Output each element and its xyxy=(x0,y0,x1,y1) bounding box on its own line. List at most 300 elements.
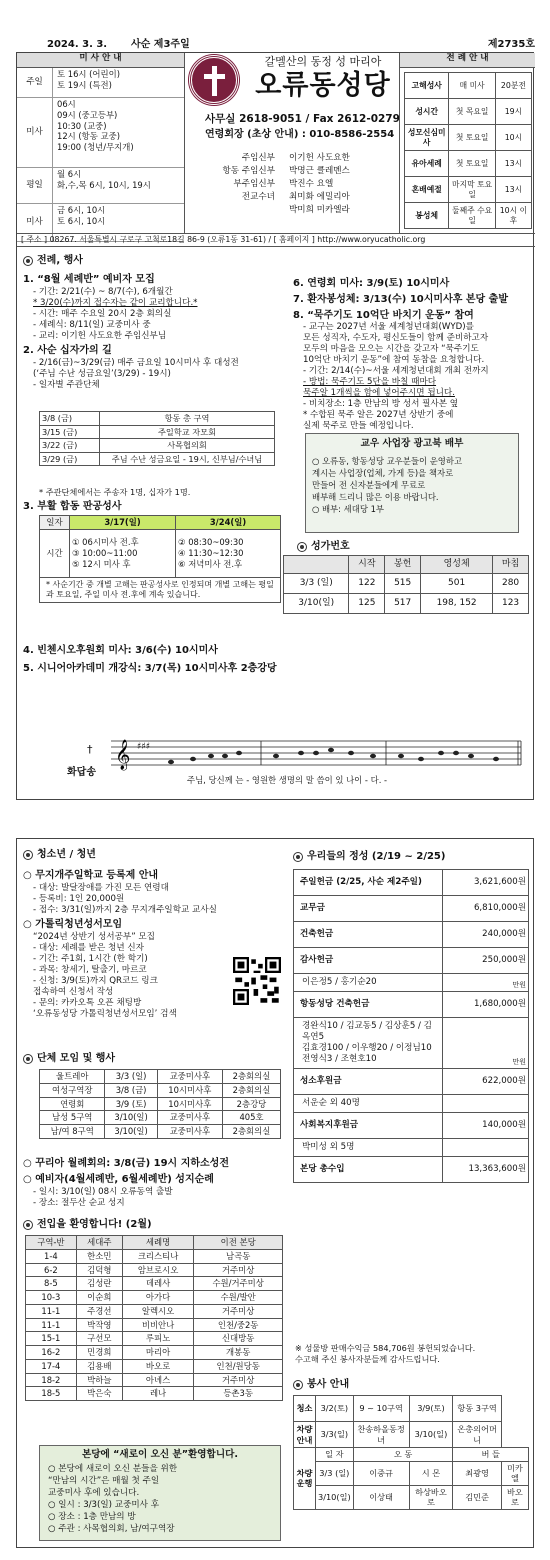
hymn-head-cell: 영성체 xyxy=(421,556,493,574)
welcome-cell: 민경희 xyxy=(76,1346,122,1360)
offering-note xyxy=(295,1343,531,1364)
list-line: - 교구는 2027년 서울 세계청년대회(WYD)를 xyxy=(303,322,474,333)
station-cell: 주일학교 자모회 xyxy=(100,425,275,439)
staff-role: 항동 주임신부 xyxy=(222,166,275,176)
sacrament-row xyxy=(405,73,532,99)
group-cell: 2층회의실 xyxy=(222,1083,280,1097)
offering-amount xyxy=(443,1095,529,1113)
group-row xyxy=(40,1097,281,1111)
svg-text:♯♯♯: ♯♯♯ xyxy=(137,742,151,752)
newcomer-box xyxy=(39,1445,281,1541)
offering-amount: 240,000원 xyxy=(443,922,529,948)
group-row xyxy=(40,1070,281,1084)
welcome-cell: 주경선 xyxy=(76,1304,122,1318)
ad-book-line: 배부해 드리니 많은 이용 바랍니다. xyxy=(312,492,439,503)
sacrament-row xyxy=(405,203,532,229)
mass-row-label: 미사 xyxy=(17,98,53,167)
welcome-cell: 8-5 xyxy=(26,1277,77,1291)
hymn-cell: 125 xyxy=(349,594,385,614)
station-cell: 3/22 (금) xyxy=(40,439,100,453)
welcome-cell: 11-1 xyxy=(26,1318,77,1332)
psalm-lyrics: 주님, 당신께 는 - 영원한 생명의 말 씀이 있 나이 - 다. - xyxy=(187,775,388,785)
station-row xyxy=(40,452,275,466)
welcome-cell: 아가다 xyxy=(122,1291,193,1305)
ad-book-line: ○ 오류동, 항동성당 교우분들이 운영하고 xyxy=(312,456,463,467)
mass-time: 19:00 (청년/무지개) xyxy=(57,142,134,152)
hymn-table xyxy=(283,555,529,614)
confession-time-label: 시간 xyxy=(40,529,70,577)
welcome-cell: 한소민 xyxy=(76,1249,122,1263)
welcome-cell: 알렉시오 xyxy=(122,1304,193,1318)
drive-cell: 3/10(일) xyxy=(316,1485,354,1509)
group-row xyxy=(40,1111,281,1125)
address-text: 08267. 서울특별시 구로구 고척로18길 86-9 (오류1동 31-61) / [ 홈페이지 ] http://www.oryucatholic.org xyxy=(49,235,426,244)
offering-amount: 3,621,600원 xyxy=(443,870,529,896)
welcome-cell: 루피노 xyxy=(122,1332,193,1346)
issue-number: 제2735호 xyxy=(487,39,535,50)
confession-table xyxy=(39,515,281,635)
offering-label-line: 경완식10 / 김교동5 / 김상훈5 / 김옥연5 xyxy=(302,1021,432,1042)
bullet-icon xyxy=(293,852,303,862)
mass-row-times xyxy=(53,168,155,203)
issue-week: 사순 제3주일 xyxy=(131,39,190,50)
confession-slot: ③ 10:00~11:00 xyxy=(72,547,138,558)
list-line: 접속하여 신청서 작성 xyxy=(33,986,114,997)
offering-amount: 만원 xyxy=(443,974,529,992)
confession-slots-a xyxy=(70,529,176,577)
service-guide-row-cell: 찬송하올동정녀 xyxy=(353,1422,409,1448)
welcome-head-cell: 세례명 xyxy=(122,1236,193,1250)
service-clean-row-cell: 청소 xyxy=(294,1396,316,1422)
offering-row xyxy=(294,896,529,922)
youth-header xyxy=(23,849,96,862)
mass-schedule xyxy=(17,53,185,233)
confession-slot: ⑤ 12시 미사 후 xyxy=(72,558,131,569)
welcome-title: 전입을 환영합니다! (2월) xyxy=(37,1219,152,1230)
offering-title: 우리들의 정성 (2/19 ~ 2/25) xyxy=(307,851,446,862)
mass-row xyxy=(17,68,184,98)
drive-cell: 하상바오로 xyxy=(409,1485,453,1509)
sacrament-cell: 봉성체 xyxy=(405,203,449,229)
welcome-row xyxy=(26,1304,283,1318)
staff-row xyxy=(201,166,401,179)
address-bar xyxy=(17,233,535,247)
hymn-cell: 123 xyxy=(493,594,529,614)
retreat-list xyxy=(23,1155,281,1209)
offering-label xyxy=(294,948,443,974)
groups-table xyxy=(39,1069,281,1139)
welcome-row xyxy=(26,1387,283,1401)
welcome-head-row xyxy=(26,1236,283,1250)
service-guide-row xyxy=(294,1422,529,1448)
station-cell: 사목협의회 xyxy=(100,439,275,453)
service-table xyxy=(293,1395,529,1510)
welcome-head-cell: 구역-반 xyxy=(26,1236,77,1250)
bullet-icon xyxy=(297,542,307,552)
newcomer-line: ○ 일시 : 3/3(일) 교중미사 후 xyxy=(48,1500,160,1511)
welcome-cell: 인천/원당동 xyxy=(194,1359,283,1373)
list-line: - 방법: 묵주기도 5단을 바칠 때마다 xyxy=(303,377,437,388)
offering-amount: 1,680,000원 xyxy=(443,992,529,1018)
mass-time: 화,수,목 6시, 10시, 19시 xyxy=(57,179,151,190)
drive-head-cell: 오 동 xyxy=(353,1448,453,1462)
list-heading: ○ 예비자(4월세례반, 6월세례반) 성지순례 xyxy=(23,1173,214,1185)
bullet-icon xyxy=(23,850,33,860)
mass-title: 미 사 안 내 xyxy=(17,53,184,68)
confession-slot: ④ 11:30~12:30 xyxy=(178,547,244,558)
ad-book-line: 만들어 전 신자분들에게 무료로 xyxy=(312,480,426,491)
sacrament-cell: 고해성사 xyxy=(405,73,449,99)
bulletin-page-2 xyxy=(16,838,534,1548)
group-cell: 10시미사후 xyxy=(157,1097,222,1111)
service-guide-row-cell: 온총의어머니 xyxy=(453,1422,501,1448)
offering-label-line: 본당 총수입 xyxy=(300,1164,345,1174)
ad-book-box xyxy=(305,433,519,533)
offering-amount: 622,000원 xyxy=(443,1069,529,1095)
group-cell: 여성구역장 xyxy=(40,1083,105,1097)
welcome-cell: 거주미상 xyxy=(194,1263,283,1277)
welcome-cell: 박하늘 xyxy=(76,1373,122,1387)
confession-date-1: 3/17(일) xyxy=(70,516,176,530)
sacrament-cell: 혼배예절 xyxy=(405,177,449,203)
list-line: - 기간: 2/21(수) ~ 8/7(수), 6개월간 xyxy=(33,286,173,297)
drive-cell: 3/3 (일) xyxy=(316,1461,354,1485)
offering-row xyxy=(294,870,529,896)
welcome-row xyxy=(26,1249,283,1263)
offering-row xyxy=(294,948,529,974)
ad-book-line: ○ 배부: 세대당 1부 xyxy=(312,503,384,514)
welcome-cell: 17-4 xyxy=(26,1359,77,1373)
welcome-cell: 레나 xyxy=(122,1387,193,1401)
group-cell: 남/여 8구역 xyxy=(40,1125,105,1139)
group-cell: 연령회 xyxy=(40,1097,105,1111)
offering-label-line: 이은정5 / 홍기순20 xyxy=(302,977,377,987)
welcome-cell: 박작영 xyxy=(76,1318,122,1332)
ad-book-title: 교우 사업장 광고북 배부 xyxy=(360,438,464,449)
list-line: * 3/20(수)까지 접수자는 같이 교리합니다.* xyxy=(33,297,198,308)
offering-row xyxy=(294,992,529,1018)
welcome-head-cell: 이전 본당 xyxy=(194,1236,283,1250)
welcome-cell: 등촌3동 xyxy=(194,1387,283,1401)
welcome-row xyxy=(26,1263,283,1277)
offering-amount xyxy=(443,1139,529,1157)
drive-cell: 바오로 xyxy=(501,1485,528,1509)
staff-row xyxy=(201,205,401,218)
liturgy-right xyxy=(293,275,531,432)
ad-book-line: 계시는 사업장(업체, 가게 등)을 책자로 xyxy=(312,468,454,479)
welcome-row xyxy=(26,1291,283,1305)
sacrament-cell: 13시 xyxy=(495,177,531,203)
sacrament-cell: 마지막 토요일 xyxy=(449,177,495,203)
mass-time: 금 6시, 10시 xyxy=(57,205,106,215)
offering-amount: 만원 xyxy=(443,1018,529,1069)
welcome-cell: 개봉동 xyxy=(194,1346,283,1360)
station-row xyxy=(40,439,275,453)
list-line: * 수합된 묵주 알은 2027년 상반기 중에 xyxy=(303,410,454,421)
list-line: - 장소: 절두산 순교 성지 xyxy=(33,1197,125,1208)
welcome-cell: 18-5 xyxy=(26,1387,77,1401)
list-line: - 대상: 세례를 받은 청년 신자 xyxy=(33,942,144,953)
group-cell: 2층회의실 xyxy=(222,1070,280,1084)
liturgy-title: 전례, 행사 xyxy=(37,255,83,266)
list-line: - 교리: 이기헌 사도요한 주임신부님 xyxy=(33,330,167,341)
hymn-head-cell: 봉헌 xyxy=(385,556,421,574)
sacrament-cell: 20분전 xyxy=(495,73,531,99)
sacrament-cell: 둘째주 수요일 xyxy=(449,203,495,229)
hymn-cell: 198, 152 xyxy=(421,594,493,614)
offering-label xyxy=(294,992,443,1018)
address-label: [ 주소 ] xyxy=(21,235,48,244)
group-cell: 405호 xyxy=(222,1111,280,1125)
mass-time: 10:30 (교중) xyxy=(57,120,107,131)
list-heading: ○ 가톨릭청년성서모임 xyxy=(23,918,123,930)
station-cell: 항동 총 구역 xyxy=(100,412,275,426)
welcome-head-cell: 세대주 xyxy=(76,1236,122,1250)
station-cell: 3/8 (금) xyxy=(40,412,100,426)
groups-title: 단체 모임 및 행사 xyxy=(37,1053,116,1064)
welcome-cell: 이순희 xyxy=(76,1291,122,1305)
staff-name: 박미희 미카엘라 xyxy=(289,205,350,215)
offering-amount: 140,000원 xyxy=(443,1113,529,1139)
list-line: - 대상: 발달장애를 가진 모든 연령대 xyxy=(33,882,169,893)
church-logo xyxy=(189,55,239,105)
confession-slots-b xyxy=(176,529,281,577)
staff-name: 최미화 에밀리아 xyxy=(289,192,350,202)
church-subtitle: 갈멜산의 동정 성 마리아 xyxy=(264,55,382,68)
item-4: 4. 빈첸시오후원회 미사: 3/6(수) 10시미사 xyxy=(23,645,218,656)
offering-row xyxy=(294,1113,529,1139)
list-line: “2024년 상반기 성서공부” 모집 xyxy=(33,931,155,942)
offering-label xyxy=(294,974,443,992)
welcome-cell: 김성란 xyxy=(76,1277,122,1291)
group-cell: 3/10(일) xyxy=(105,1125,157,1139)
drive-label: 차량운행 xyxy=(294,1448,316,1510)
list-line: - 2/16(금)~3/29(금) 매주 금요일 10시미사 후 대성전 xyxy=(33,357,239,368)
hymn-head-cell xyxy=(284,556,349,574)
welcome-cell: 아녜스 xyxy=(122,1373,193,1387)
bullet-icon xyxy=(23,1220,33,1230)
confession-head: 일자 xyxy=(40,516,70,530)
hymn-header-row xyxy=(284,556,529,574)
welcome-cell: 박은숙 xyxy=(76,1387,122,1401)
offering-row xyxy=(294,1139,529,1157)
list-line: 묵주알 1개씩을 함에 넣어주시면 됩니다. xyxy=(303,388,455,399)
hymn-head-cell: 마침 xyxy=(493,556,529,574)
sacrament-schedule xyxy=(399,53,535,233)
offering-label-line: 주일헌금 (2/25, 사순 제2주일) xyxy=(300,877,422,887)
drive-cell: 최광영 xyxy=(453,1461,501,1485)
sacrament-cell: 유아세례 xyxy=(405,151,449,177)
offering-amount: 13,363,600원 xyxy=(443,1157,529,1183)
list-line: - 과목: 창세기, 탈출기, 마르코 xyxy=(33,964,147,975)
drive-cell: 이상태 xyxy=(353,1485,409,1509)
hymn-title: 성가번호 xyxy=(311,541,350,552)
offering-label-line: 항동성당 건축헌금 xyxy=(300,999,370,1009)
welcome-cell: 15-1 xyxy=(26,1332,77,1346)
newcomer-line: ○ 본당에 새로이 오신 분들을 위한 xyxy=(48,1464,178,1475)
offering-row xyxy=(294,974,529,992)
list-line: 모두의 마음을 모으는 시간을 갖고자 “묵주기도 xyxy=(303,344,479,355)
sacrament-cell: 13시 xyxy=(495,151,531,177)
group-cell: 교중미사후 xyxy=(157,1070,222,1084)
offering-amount: 6,810,000원 xyxy=(443,896,529,922)
welcome-cell: 크리스티나 xyxy=(122,1249,193,1263)
welcome-row xyxy=(26,1373,283,1387)
welcome-cell: 6-2 xyxy=(26,1263,77,1277)
mass-row-label: 미사 xyxy=(17,204,53,241)
welcome-cell: 암브로시오 xyxy=(122,1263,193,1277)
service-clean-row-cell: 항동 3구역 xyxy=(453,1396,501,1422)
newcomer-line: “만남의 시간”은 매월 첫 주일 xyxy=(48,1476,160,1487)
offering-label-line: 서운순 외 40명 xyxy=(302,1098,360,1108)
list-heading: ○ 꾸리아 월례회의: 3/8(금) 19시 지하소성전 xyxy=(23,1158,229,1169)
group-cell: 10시미사후 xyxy=(157,1083,222,1097)
service-clean-row-cell: 9 ~ 10구역 xyxy=(353,1396,409,1422)
sacrament-cell: 10시 xyxy=(495,125,531,151)
service-clean-row xyxy=(294,1396,529,1422)
welcome-row xyxy=(26,1277,283,1291)
list-heading: 2. 사순 십자가의 길 xyxy=(23,344,112,356)
service-guide-row-cell: 3/3(일) xyxy=(316,1422,354,1448)
list-line: - 기간: 주1회, 1시간 (한 학기) xyxy=(33,953,148,964)
hymn-cell: 3/3 (일) xyxy=(284,574,349,594)
bulletin-page-1 xyxy=(16,39,535,800)
welcome-cell: 거주미상 xyxy=(194,1304,283,1318)
offering-label-line: 감사헌금 xyxy=(300,955,334,965)
service-header xyxy=(293,1379,349,1392)
hymn-cell: 3/10(일) xyxy=(284,594,349,614)
sacrament-cell: 첫 토요일 xyxy=(449,151,495,177)
confession-slot: ⑥ 저녁미사 전.후 xyxy=(178,558,243,569)
mass-time: 06시 xyxy=(57,99,76,109)
welcome-row xyxy=(26,1359,283,1373)
service-clean-row-cell: 3/2(토) xyxy=(316,1396,354,1422)
staff-list xyxy=(201,153,401,218)
sacrament-cell: 첫 목요일 xyxy=(449,99,495,125)
mass-row xyxy=(17,98,184,168)
staff-name: 박명근 클레멘스 xyxy=(289,166,350,176)
treble-clef-icon: 𝄞 xyxy=(115,740,131,770)
group-cell: 3/3 (일) xyxy=(105,1070,157,1084)
staff-row xyxy=(201,179,401,192)
church-name: 오류동성당 xyxy=(255,70,391,101)
offering-label xyxy=(294,870,443,896)
hymn-cell: 517 xyxy=(385,594,421,614)
youth-title: 청소년 / 청년 xyxy=(37,849,96,860)
group-cell: 3/9 (토) xyxy=(105,1097,157,1111)
list-line: ‘오류동성당 가톨릭청년성서모임’ 검색 xyxy=(33,1008,177,1019)
drive-head-cell: 일 자 xyxy=(316,1448,354,1462)
station-cell: 3/29 (금) xyxy=(40,452,100,466)
list-line: - 세례식: 8/11(일) 교중미사 중 xyxy=(33,319,151,330)
qr-code-icon[interactable] xyxy=(233,957,281,1005)
station-note: * 주관단체에서는 주송자 1명, 십자가 1명. xyxy=(39,487,191,497)
sacrament-cell: 성시간 xyxy=(405,99,449,125)
hymn-row xyxy=(284,574,529,594)
list-line: - 기간: 2/14(수)~서울 세계청년대회 개최 전까지 xyxy=(303,366,489,377)
staff-role: 전교수녀 xyxy=(241,192,275,202)
offering-row xyxy=(294,1157,529,1183)
service-title: 봉사 안내 xyxy=(307,1379,350,1390)
welcome-cell: 인천/중2동 xyxy=(194,1318,283,1332)
sacrament-row xyxy=(405,177,532,203)
list-line: - 접수: 3/31(일)까지 2층 무지개주일학교 교사실 xyxy=(33,904,217,915)
offering-row xyxy=(294,922,529,948)
hymn-cell: 501 xyxy=(421,574,493,594)
station-table xyxy=(39,411,275,466)
sacrament-row xyxy=(405,151,532,177)
drive-row xyxy=(294,1485,529,1509)
staff-row xyxy=(201,192,401,205)
welcome-cell: 신대방동 xyxy=(194,1332,283,1346)
list-line: - 문의: 카카오톡 오픈 채팅방 xyxy=(33,997,142,1008)
list-line: - 일시: 3/10(일) 08시 오류동역 출발 xyxy=(33,1186,173,1197)
service-guide-row-cell: 3/10(일) xyxy=(409,1422,453,1448)
welcome-cell: 수원/발안 xyxy=(194,1291,283,1305)
offering-label xyxy=(294,1139,443,1157)
cross-icon: † xyxy=(87,743,93,756)
list-heading: 1. “8월 세례반” 예비자 모집 xyxy=(23,274,155,285)
psalm-label: 화답송 xyxy=(67,767,96,778)
drive-head-cell: 버 들 xyxy=(453,1448,529,1462)
list-line: - 신청: 3/9(토)까지 QR코드 링크 xyxy=(33,975,158,986)
bullet-icon xyxy=(23,256,33,266)
group-cell: 2층강당 xyxy=(222,1097,280,1111)
sacrament-title: 전 례 안 내 xyxy=(400,53,535,68)
welcome-header xyxy=(23,1219,152,1232)
offering-row xyxy=(294,1018,529,1069)
list-line: (‘주님 수난 성금요일’(3/29) - 19시) xyxy=(33,368,171,379)
list-heading: 6. 연령회 미사: 3/9(토) 10시미사 xyxy=(293,278,450,289)
welcome-row xyxy=(26,1318,283,1332)
welcome-cell: 11-1 xyxy=(26,1304,77,1318)
mass-row-times xyxy=(53,98,138,167)
bullet-icon xyxy=(23,1054,33,1064)
liturgy-header xyxy=(23,255,83,268)
newcomer-title: 본당에 “새로이 오신 분”환영합니다. xyxy=(81,1449,239,1460)
sacrament-row xyxy=(405,99,532,125)
sacrament-row xyxy=(405,125,532,151)
welcome-cell: 18-2 xyxy=(26,1373,77,1387)
group-row xyxy=(40,1125,281,1139)
staff-role xyxy=(201,205,289,218)
mass-time: 토 6시, 10시 xyxy=(57,215,106,226)
offering-table xyxy=(293,869,529,1183)
group-cell: 남성 5구역 xyxy=(40,1111,105,1125)
item-5: 5. 시니어아카데미 개강식: 3/7(목) 10시미사후 2층강당 xyxy=(23,663,277,674)
offering-row xyxy=(294,1095,529,1113)
welcome-cell: 김덕형 xyxy=(76,1263,122,1277)
hymn-cell: 280 xyxy=(493,574,529,594)
mass-row-label: 평일 xyxy=(17,168,53,203)
newcomer-line: ○ 장소 : 1층 만남의 방 xyxy=(48,1512,136,1523)
staff-name: 박진수 요엘 xyxy=(289,179,334,189)
offering-label xyxy=(294,1069,443,1095)
welcome-cell: 구선모 xyxy=(76,1332,122,1346)
welcome-cell: 김용배 xyxy=(76,1359,122,1373)
confession-slot: ② 08:30~09:30 xyxy=(178,537,244,548)
drive-cell: 미카엘 xyxy=(501,1461,528,1485)
group-row xyxy=(40,1083,281,1097)
group-cell: 3/10(일) xyxy=(105,1111,157,1125)
station-row xyxy=(40,425,275,439)
drive-head-row xyxy=(294,1448,529,1462)
mass-time: 월 6시 xyxy=(57,169,82,179)
service-clean-row-cell: 3/9(토) xyxy=(409,1396,453,1422)
groups-header xyxy=(23,1053,115,1066)
list-line: - 비치장소: 1층 만남의 방 성서 필사본 옆 xyxy=(303,399,459,410)
music-score xyxy=(111,733,531,777)
